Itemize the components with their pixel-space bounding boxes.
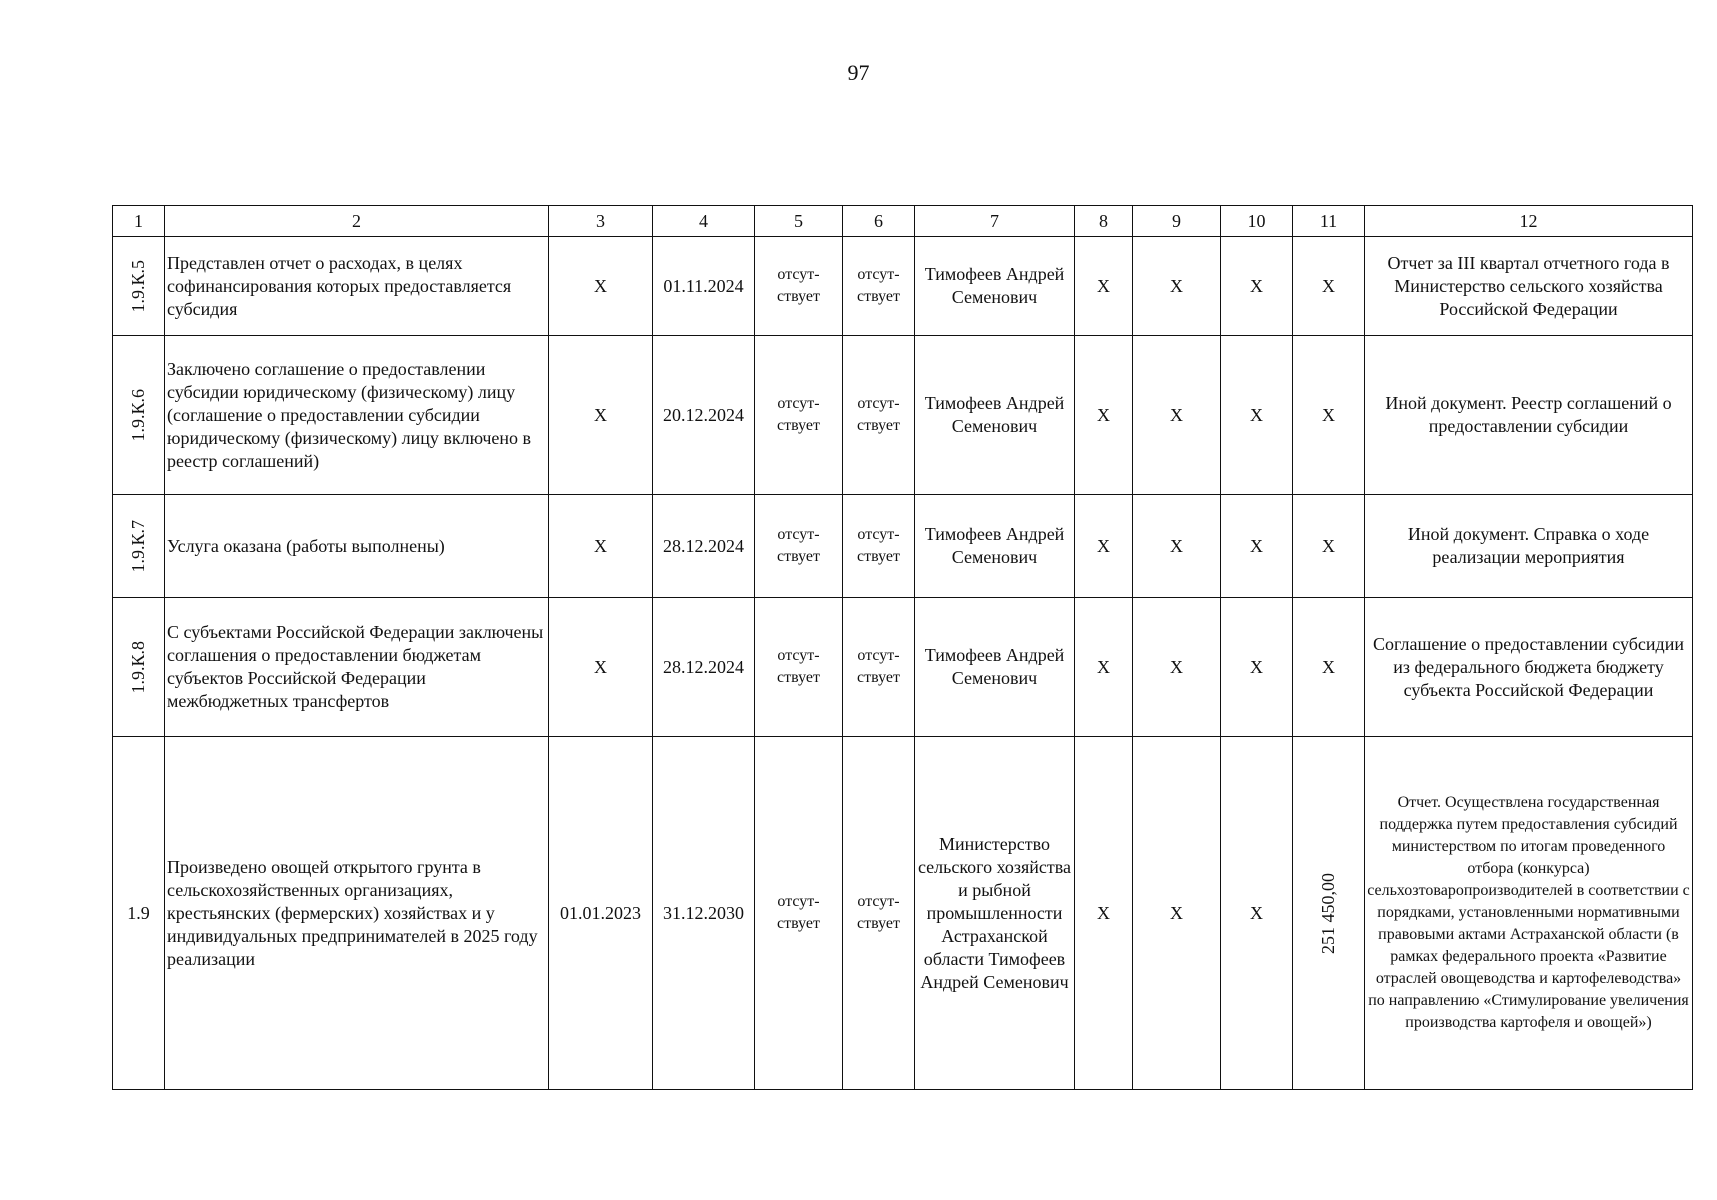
responsible-cell: Тимофеев Андрей Семенович — [915, 237, 1075, 336]
responsible-cell: Тимофеев Андрей Семенович — [915, 598, 1075, 737]
cell-col8: X — [1075, 737, 1133, 1090]
cell-col9: X — [1133, 598, 1221, 737]
cell-col4: 31.12.2030 — [653, 737, 755, 1090]
header-cell: 2 — [165, 206, 549, 237]
row-id-cell: 1.9 — [113, 737, 165, 1090]
cell-col9: X — [1133, 237, 1221, 336]
row-id-cell — [113, 598, 165, 737]
row-id: 1.9.К.5 — [128, 259, 148, 313]
header-cell: 6 — [843, 206, 915, 237]
header-cell: 7 — [915, 206, 1075, 237]
cell-col4: 28.12.2024 — [653, 495, 755, 598]
cell-col5: отсут-ствует — [755, 336, 843, 495]
cell-col3: X — [549, 237, 653, 336]
cell-col9: X — [1133, 495, 1221, 598]
header-row — [113, 206, 1693, 237]
cell-col4: 01.11.2024 — [653, 237, 755, 336]
cell-col3: 01.01.2023 — [549, 737, 653, 1090]
description-cell: Услуга оказана (работы выполнены) — [165, 495, 549, 598]
header-cell: 1 — [113, 206, 165, 237]
cell-col6: отсут-ствует — [843, 336, 915, 495]
header-cell: 9 — [1133, 206, 1221, 237]
cell-col4: 20.12.2024 — [653, 336, 755, 495]
cell-col5: отсут-ствует — [755, 737, 843, 1090]
page-number: 97 — [847, 60, 870, 85]
result-cell: Отчет. Осуществлена государственная поддержка путем предоставления субсидий министерством по итогам проведенного отбора (конкурса) сельхозтоваропроизводителей в соответствии с порядками, установленными нормативными правовыми актами Астраханской области (в рамках федерального проекта «Развитие отраслей овощеводства и картофелеводства» по направлению «Стимулирование увеличения производства картофеля и овощей») — [1365, 737, 1693, 1090]
header-cell: 10 — [1221, 206, 1293, 237]
cell-col3: X — [549, 336, 653, 495]
cell-col11: X — [1293, 598, 1365, 737]
cell-col6: отсут-ствует — [843, 737, 915, 1090]
result-cell: Соглашение о предоставлении субсидии из федерального бюджета бюджету субъекта Российской Федерации — [1365, 598, 1693, 737]
responsible-cell: Министерство сельского хозяйства и рыбной промышленности Астраханской области Тимофеев Андрей Семенович — [915, 737, 1075, 1090]
cell-col10: X — [1221, 737, 1293, 1090]
result-cell: Иной документ. Справка о ходе реализации мероприятия — [1365, 495, 1693, 598]
cell-col10: X — [1221, 495, 1293, 598]
row-id-cell — [113, 336, 165, 495]
amount-cell — [1293, 737, 1365, 1090]
table-row — [113, 495, 1693, 598]
cell-col6: отсут-ствует — [843, 598, 915, 737]
cell-col5: отсут-ствует — [755, 237, 843, 336]
cell-col3: X — [549, 495, 653, 598]
header-cell: 8 — [1075, 206, 1133, 237]
table-row — [113, 737, 1693, 1090]
header-cell: 12 — [1365, 206, 1693, 237]
cell-col10: X — [1221, 237, 1293, 336]
row-id: 1.9.К.6 — [128, 388, 148, 442]
cell-col8: X — [1075, 598, 1133, 737]
description-cell: С субъектами Российской Федерации заключены соглашения о предоставлении бюджетам субъектов Российской Федерации межбюджетных трансфертов — [165, 598, 549, 737]
table-row — [113, 336, 1693, 495]
cell-col11: X — [1293, 237, 1365, 336]
cell-col5: отсут-ствует — [755, 598, 843, 737]
table-row — [113, 598, 1693, 737]
header-cell: 3 — [549, 206, 653, 237]
cell-col3: X — [549, 598, 653, 737]
cell-col5: отсут-ствует — [755, 495, 843, 598]
cell-col9: X — [1133, 737, 1221, 1090]
header-cell: 4 — [653, 206, 755, 237]
row-id: 1.9.К.8 — [128, 640, 148, 694]
cell-col9: X — [1133, 336, 1221, 495]
header-cell: 11 — [1293, 206, 1365, 237]
cell-col10: X — [1221, 336, 1293, 495]
cell-col8: X — [1075, 237, 1133, 336]
row-id: 1.9.К.7 — [128, 519, 148, 573]
result-cell: Отчет за III квартал отчетного года в Министерство сельского хозяйства Российской Федерации — [1365, 237, 1693, 336]
cell-col4: 28.12.2024 — [653, 598, 755, 737]
table-row — [113, 237, 1693, 336]
responsible-cell: Тимофеев Андрей Семенович — [915, 495, 1075, 598]
cell-col6: отсут-ствует — [843, 237, 915, 336]
cell-col8: X — [1075, 495, 1133, 598]
cell-col6: отсут-ствует — [843, 495, 915, 598]
row-id-cell — [113, 237, 165, 336]
document-table — [112, 205, 1693, 1090]
responsible-cell: Тимофеев Андрей Семенович — [915, 336, 1075, 495]
description-cell: Произведено овощей открытого грунта в сельскохозяйственных организациях, крестьянских (фермерских) хозяйствах и у индивидуальных предпринимателей в 2025 году реализации — [165, 737, 549, 1090]
amount-value: 251 450,00 — [1318, 872, 1338, 954]
description-cell: Заключено соглашение о предоставлении субсидии юридическому (физическому) лицу (соглашение о предоставлении субсидии юридическому (физическому) лицу включено в реестр соглашений) — [165, 336, 549, 495]
cell-col11: X — [1293, 495, 1365, 598]
cell-col11: X — [1293, 336, 1365, 495]
description-cell: Представлен отчет о расходах, в целях софинансирования которых предоставляется субсидия — [165, 237, 549, 336]
header-cell: 5 — [755, 206, 843, 237]
result-cell: Иной документ. Реестр соглашений о предоставлении субсидии — [1365, 336, 1693, 495]
row-id-cell — [113, 495, 165, 598]
cell-col8: X — [1075, 336, 1133, 495]
cell-col10: X — [1221, 598, 1293, 737]
